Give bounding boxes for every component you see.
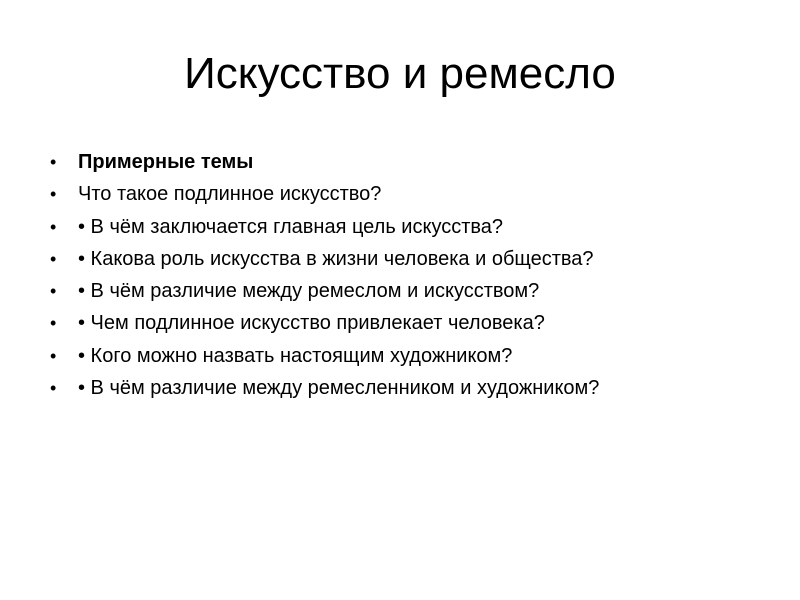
list-item-text: • В чём различие между ремесленником и художником? <box>78 377 600 400</box>
slide-title: Искусство и ремесло <box>184 49 616 98</box>
list-item-text: • Чем подлинное искусство привлекает человека? <box>78 312 545 335</box>
bullet-icon: • <box>50 345 57 366</box>
bullet-icon: • <box>50 184 57 205</box>
list-item <box>50 340 770 372</box>
bullet-icon: • <box>50 281 57 302</box>
list-item <box>50 211 770 243</box>
bullet-list <box>50 146 770 404</box>
list-item-text: • Какова роль искусства в жизни человека и общества? <box>78 247 594 270</box>
list-item-text: • В чём заключается главная цель искусства? <box>78 215 504 238</box>
list-item <box>50 243 770 275</box>
bullet-icon: • <box>50 216 57 237</box>
list-item <box>50 178 770 210</box>
bullet-icon: • <box>50 248 57 269</box>
list-item-text: • Кого можно назвать настоящим художником? <box>78 344 513 367</box>
bullet-icon: • <box>50 378 57 399</box>
list-item-text: • В чём различие между ремеслом и искусством? <box>78 280 540 303</box>
list-item <box>50 372 770 404</box>
bullet-icon: • <box>50 313 57 334</box>
list-item <box>50 275 770 307</box>
list-item <box>50 307 770 339</box>
list-item-text: Примерные темы <box>78 151 254 173</box>
list-item-text: Что такое подлинное искусство? <box>78 183 382 206</box>
list-item <box>50 146 770 178</box>
bullet-icon: • <box>50 152 57 172</box>
